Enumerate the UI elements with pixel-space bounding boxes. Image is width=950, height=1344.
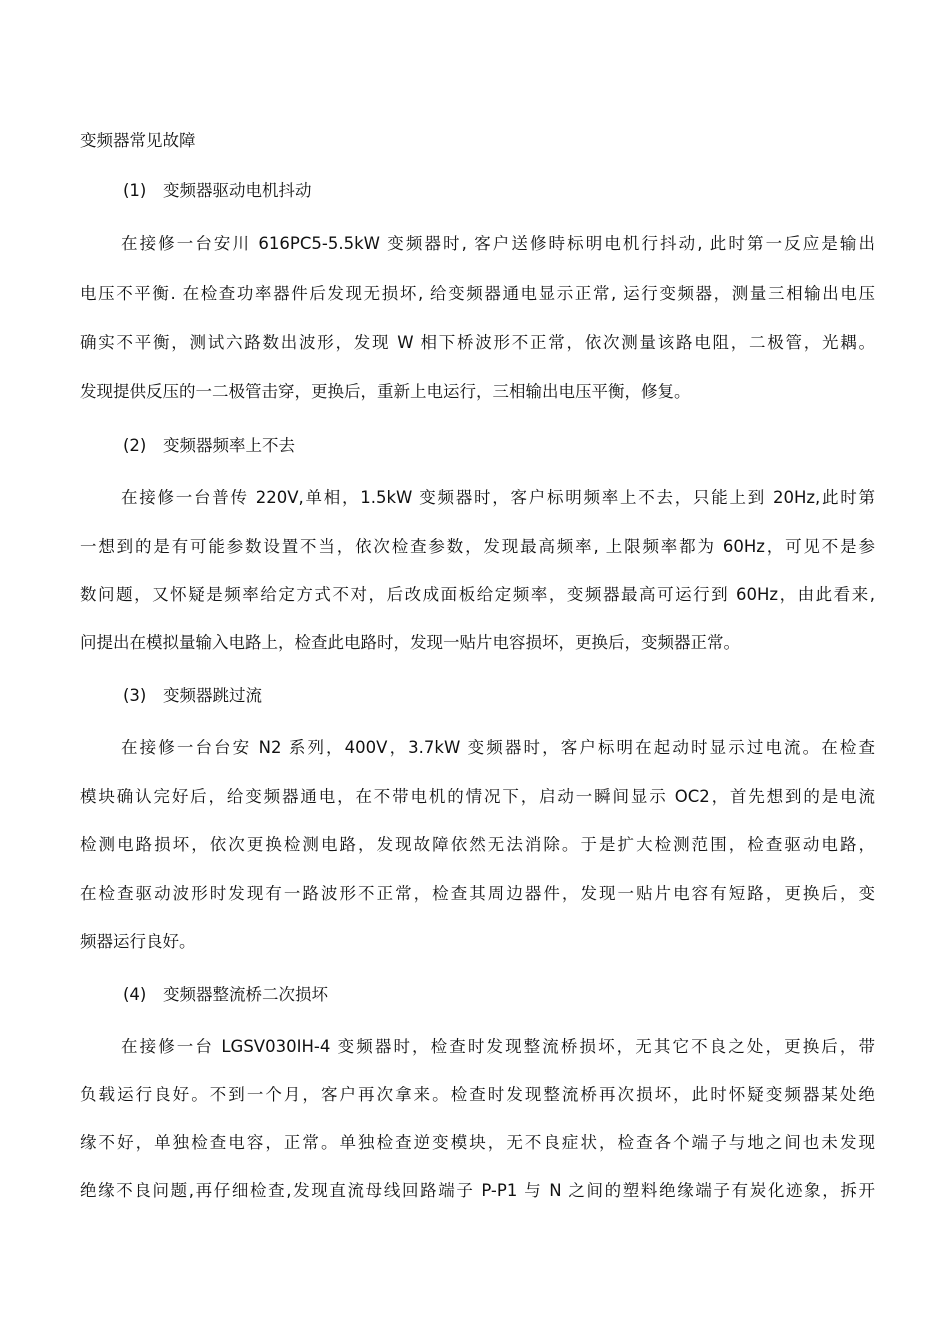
paragraph-line: 频器运行良好。 (80, 932, 196, 951)
section-number: (1) (123, 181, 147, 200)
section-number: (2) (123, 436, 147, 455)
paragraph-line: 在检查驱动波形时发现有一路波形不正常，检查其周边器件，发现一贴片电容有短路，更换后，变 (80, 884, 875, 903)
paragraph-line: 在接修一台安川 616PC5-5.5kW 变频器时, 客户送修時标明电机行抖动, 此时第一反应是输出 (121, 234, 875, 253)
section-heading-4 (123, 984, 328, 1006)
paragraph-line: 问提出在模拟量输入电路上，检查此电路时，发现一贴片电容损坏，更换后，变频器正常。 (80, 633, 740, 652)
paragraph-line: 发现提供反压的一二极管击穿，更换后，重新上电运行，三相输出电压平衡，修复。 (80, 382, 691, 401)
section-title: 变频器整流桥二次损坏 (163, 985, 328, 1004)
paragraph-line: 一想到的是有可能参数设置不当，依次检查参数，发现最高频率, 上限频率都为 60Hz，可见不是参 (80, 537, 875, 556)
paragraph-line: 在接修一台台安 N2 系列，400V，3.7kW 变频器时，客户标明在起动时显示过电流。在检查 (121, 738, 875, 757)
paragraph-line: 电压不平衡. 在检查功率器件后发现无损坏, 给变频器通电显示正常, 运行变频器，测量三相输出电压 (80, 284, 875, 303)
section-title: 变频器频率上不去 (163, 436, 295, 455)
section-heading-3 (123, 685, 262, 707)
paragraph-line: 绝缘不良问题,再仔细检查,发现直流母线回路端子 P-P1 与 N 之间的塑料绝缘端子有炭化迹象，拆开 (80, 1181, 875, 1200)
paragraph-line: 确实不平衡，测试六路数出波形，发现 W 相下桥波形不正常，依次测量该路电阻，二极管，光耦。 (80, 333, 875, 352)
section-title: 变频器驱动电机抖动 (163, 181, 312, 200)
paragraph-line: 负载运行良好。不到一个月，客户再次拿来。检查时发现整流桥再次损坏，此时怀疑变频器某处绝 (80, 1085, 875, 1104)
section-heading-2 (123, 435, 295, 457)
paragraph-line: 在接修一台普传 220V,单相，1.5kW 变频器时，客户标明频率上不去，只能上到 20Hz,此时第 (121, 488, 875, 507)
section-number: (4) (123, 985, 147, 1004)
paragraph-line: 检测电路损坏，依次更换检测电路，发现故障依然无法消除。于是扩大检测范围，检查驱动电路， (80, 835, 875, 854)
section-number: (3) (123, 686, 147, 705)
document-title: 变频器常见故障 (80, 131, 196, 150)
paragraph-line: 数问题，又怀疑是频率给定方式不对，后改成面板给定频率，变频器最高可运行到 60Hz，由此看来, (80, 585, 875, 604)
section-title: 变频器跳过流 (163, 686, 262, 705)
section-heading-1 (123, 180, 312, 202)
paragraph-line: 在接修一台 LGSV030IH-4 变频器时，检查时发现整流桥损坏，无其它不良之处，更换后，带 (121, 1037, 875, 1056)
paragraph-line: 模块确认完好后，给变频器通电，在不带电机的情况下，启动一瞬间显示 OC2，首先想到的是电流 (80, 787, 875, 806)
paragraph-line: 缘不好，单独检查电容，正常。单独检查逆变模块，无不良症状，检查各个端子与地之间也未发现 (80, 1133, 875, 1152)
